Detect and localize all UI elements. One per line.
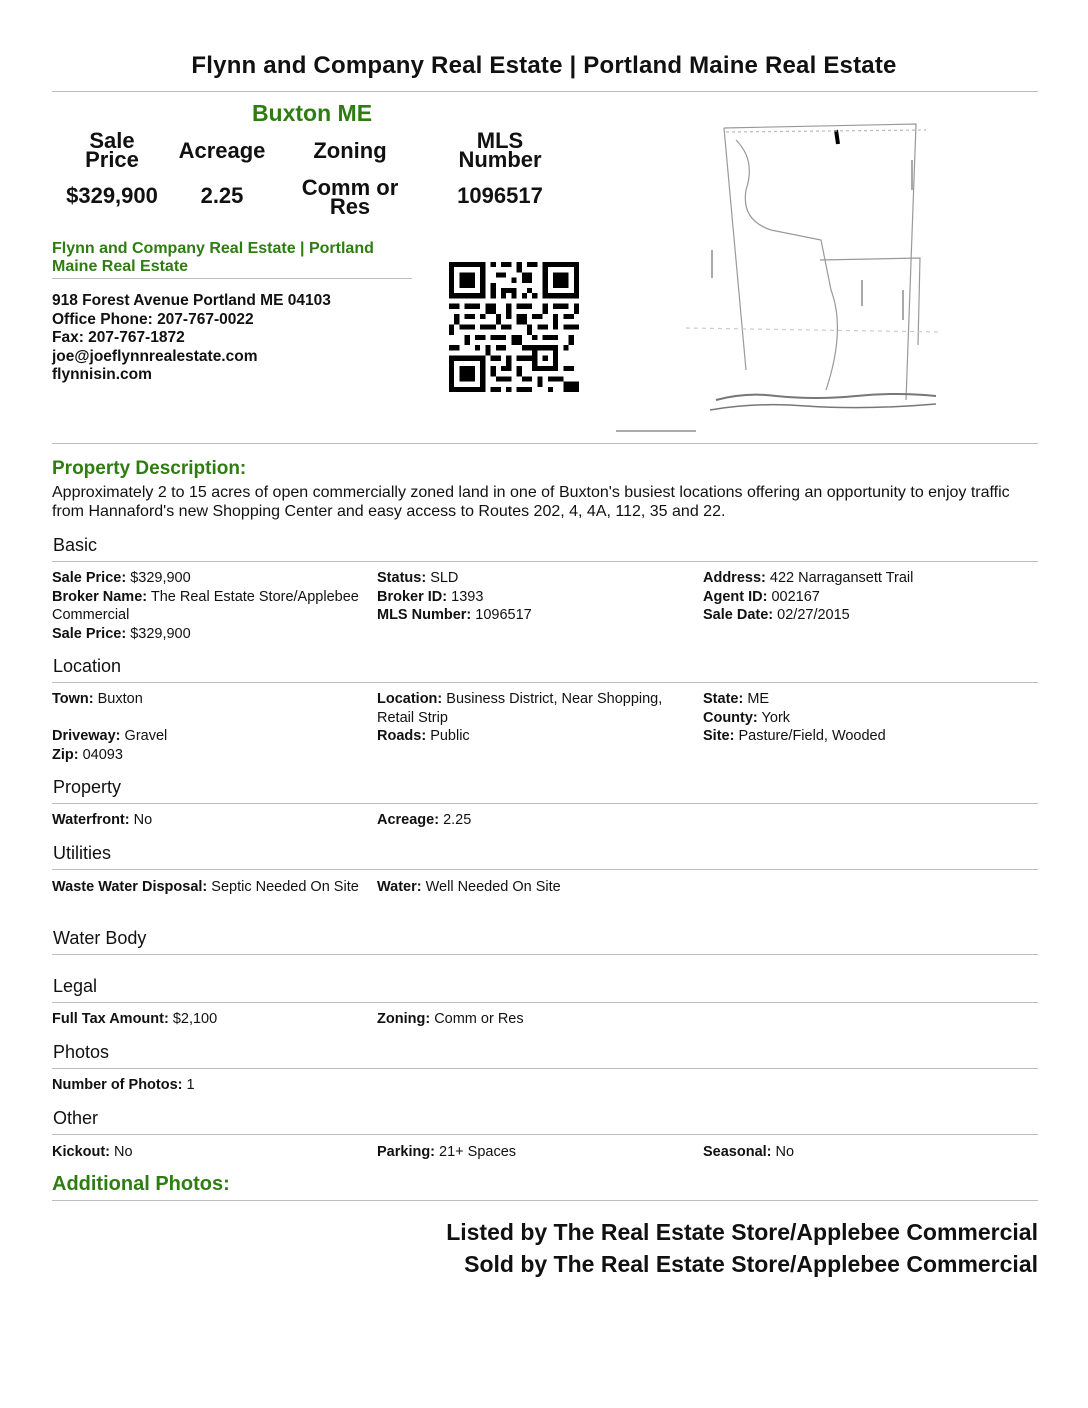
utilities-col-1: Waste Water Disposal: Septic Needed On Site [52,879,359,895]
section-photos: Photos [52,1042,1038,1069]
office-email[interactable]: joe@joeflynnrealestate.com [52,347,258,365]
section-utilities: Utilities [52,843,1038,870]
page-title: Flynn and Company Real Estate | Portland Maine Real Estate [191,52,897,79]
other-col-2: Parking: 21+ Spaces [377,1144,517,1160]
acreage-header: Acreage [178,138,266,163]
location-col-2: Location: Business District, Near Shopping, Retail Strip Roads: Public [377,691,663,744]
additional-photos-heading: Additional Photos: [52,1173,1038,1201]
office-fax: Fax: 207-767-1872 [52,329,185,346]
section-other: Other [52,1108,1038,1135]
sold-by: Sold by The Real Estate Store/Applebee Commercial [464,1251,1038,1277]
location-col-1: Town: Buxton Driveway: Gravel Zip: 04093 [52,691,168,763]
office-phone: Office Phone: 207-767-0022 [52,310,254,328]
basic-col-2: Status: SLD Broker ID: 1393 MLS Number: 1096517 [377,570,532,623]
office-name: Flynn and Company Real Estate | Portland Maine Real Estate [52,240,412,279]
plot-map-image[interactable] [606,100,942,440]
section-basic: Basic [52,535,1038,562]
basic-col-1: Sale Price: $329,900 Broker Name: The Real Estate Store/Applebee Commercial Sale Price: $329,900 [52,570,359,642]
office-website[interactable]: flynnisin.com [52,366,152,383]
zoning-value: Comm or Res [301,175,399,219]
basic-col-3: Address: 422 Narragansett Trail Agent ID: 002167 Sale Date: 02/27/2015 [703,570,914,623]
listed-by: Listed by The Real Estate Store/Applebee Commercial [446,1219,1038,1245]
summary-divider [52,443,1038,444]
sale-price-header: Sale Price [85,128,139,172]
town-heading: Buxton ME [251,100,373,126]
legal-col-1: Full Tax Amount: $2,100 [52,1011,218,1027]
acreage-value: 2.25 [200,183,244,208]
photos-col-1: Number of Photos: 1 [52,1077,195,1093]
mls-number-header: MLS Number [458,128,542,172]
other-col-1: Kickout: No [52,1144,133,1160]
utilities-col-2: Water: Well Needed On Site [377,879,561,895]
legal-col-2: Zoning: Comm or Res [377,1011,524,1027]
property-col-2: Acreage: 2.25 [377,812,472,828]
section-property: Property [52,777,1038,804]
section-location: Location [52,656,1038,683]
property-col-1: Waterfront: No [52,812,153,828]
zoning-header: Zoning [313,138,387,163]
property-description-text: Approximately 2 to 15 acres of open commercially zoned land in one of Buxton's busiest locations offering an opportunity to enjoy traffic from Hannaford's new Shopping Center and easy access to Routes 202, 4, 4A, 112, 35 and 22. [52,484,1010,520]
mls-number-value: 1096517 [457,183,543,208]
office-contact [52,292,412,385]
qr-code-icon [449,262,579,392]
property-description-heading: Property Description: [52,458,247,479]
header-divider [52,91,1038,92]
section-water-body: Water Body [52,928,1038,955]
office-address: 918 Forest Avenue Portland ME 04103 [52,292,331,309]
sale-price-value: $329,900 [66,183,158,208]
section-legal: Legal [52,976,1038,1003]
location-col-3: State: ME County: York Site: Pasture/Field, Wooded [703,691,886,744]
other-col-3: Seasonal: No [703,1144,795,1160]
